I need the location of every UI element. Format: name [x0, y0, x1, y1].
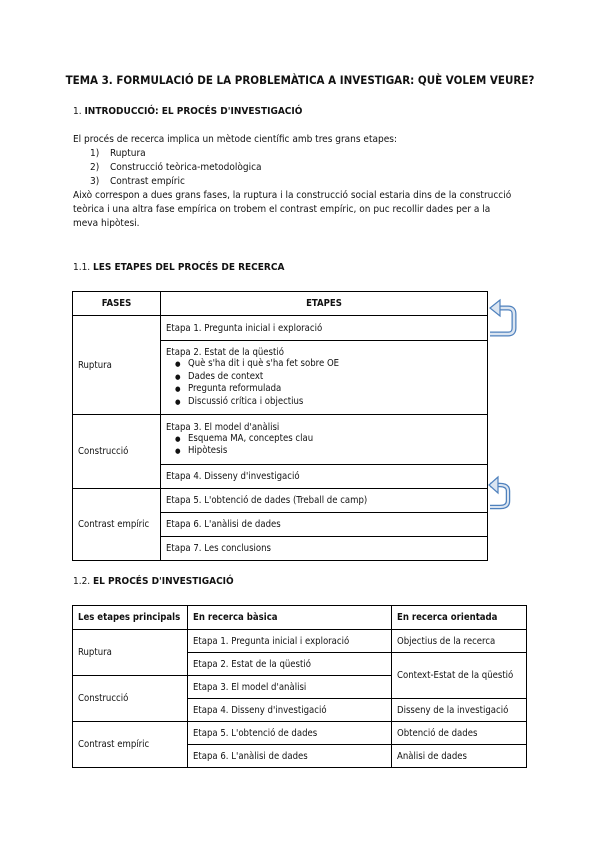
stage-3: Etapa 3. El model d'anàlisi ● Esquema MA, conceptes clau ● Hipòtesis	[161, 415, 488, 465]
steps-list	[90, 147, 262, 189]
process-table	[72, 605, 527, 768]
header-basica: En recerca bàsica	[188, 606, 392, 630]
basica-stage-2: Etapa 2. Estat de la qüestió	[188, 653, 392, 676]
section-1-title: INTRODUCCIÓ: EL PROCÉS D'INVESTIGACIÓ	[84, 106, 303, 117]
paragraph-text: Això correspon a dues grans fases, la ruptura i la construcció social estaria dins de la construcció teòrica i una altra fase empírica on trobem el contrast empíric, on puc recollir dades per a la meva hipòtesi.	[73, 190, 512, 229]
stage-1: Etapa 1. Pregunta inicial i exploració	[161, 316, 488, 341]
header-fases: FASES	[73, 292, 161, 316]
stages-table	[72, 291, 488, 561]
header-orientada: En recerca orientada	[392, 606, 527, 630]
loop-arrow-icon	[486, 296, 520, 344]
list-item: 2) Construcció teòrica-metodològica	[90, 162, 262, 173]
header-principals: Les etapes principals	[73, 606, 188, 630]
basica-stage-6: Etapa 6. L'anàlisi de dades	[188, 745, 392, 768]
phase-construccio: Construcció	[73, 415, 161, 489]
section-1-heading	[73, 106, 302, 117]
stage-4: Etapa 4. Disseny d'investigació	[161, 465, 488, 489]
intro-text: El procés de recerca implica un mètode científic amb tres grans etapes:	[73, 134, 397, 145]
orientada-context: Context-Estat de la qüestió	[392, 653, 527, 699]
list-item: ● Dades de context	[188, 371, 482, 384]
stage-2: Etapa 2. Estat de la qüestió ● Què s'ha dit i què s'ha fet sobre OE ● Dades de context ● Pregunta reformulada ● Discussió crítica i objectius	[161, 341, 488, 415]
section-11-title: LES ETAPES DEL PROCÉS DE RECERCA	[93, 262, 285, 273]
phase-ruptura: Ruptura	[73, 316, 161, 415]
orientada-obtencio: Obtenció de dades	[392, 722, 527, 745]
phase-ruptura: Ruptura	[73, 630, 188, 676]
list-item: ● Esquema MA, conceptes clau	[188, 433, 482, 446]
list-item: ● Discussió crítica i objectius	[188, 396, 482, 409]
section-12-number: 1.2.	[73, 576, 91, 587]
orientada-objectius: Objectius de la recerca	[392, 630, 527, 653]
phase-contrast: Contrast empíric	[73, 489, 161, 561]
phase-construccio: Construcció	[73, 676, 188, 722]
list-item: ● Hipòtesis	[188, 445, 482, 458]
section-11-heading	[73, 262, 284, 273]
section-12-heading	[73, 576, 234, 587]
header-etapes: ETAPES	[161, 292, 488, 316]
list-item: ● Pregunta reformulada	[188, 383, 482, 396]
basica-stage-1: Etapa 1. Pregunta inicial i exploració	[188, 630, 392, 653]
basica-stage-4: Etapa 4. Disseny d'investigació	[188, 699, 392, 722]
basica-stage-5: Etapa 5. L'obtenció de dades	[188, 722, 392, 745]
stage-7: Etapa 7. Les conclusions	[161, 537, 488, 561]
orientada-analisi: Anàlisi de dades	[392, 745, 527, 768]
stage-6: Etapa 6. L'anàlisi de dades	[161, 513, 488, 537]
phase-contrast: Contrast empíric	[73, 722, 188, 768]
loop-arrow-icon	[486, 473, 516, 517]
list-item: ● Què s'ha dit i què s'ha fet sobre OE	[188, 358, 482, 371]
list-item: 3) Contrast empíric	[90, 176, 185, 187]
orientada-disseny: Disseny de la investigació	[392, 699, 527, 722]
list-item: 1) Ruptura	[90, 148, 146, 159]
section-12-title: EL PROCÉS D'INVESTIGACIÓ	[93, 576, 234, 587]
page-title: TEMA 3. FORMULACIÓ DE LA PROBLEMÀTICA A INVESTIGAR: QUÈ VOLEM VEURE?	[65, 73, 535, 87]
section-11-number: 1.1.	[73, 262, 91, 273]
basica-stage-3: Etapa 3. El model d'anàlisi	[188, 676, 392, 699]
section-1-number: 1.	[73, 106, 82, 117]
stage-5: Etapa 5. L'obtenció de dades (Treball de camp)	[161, 489, 488, 513]
